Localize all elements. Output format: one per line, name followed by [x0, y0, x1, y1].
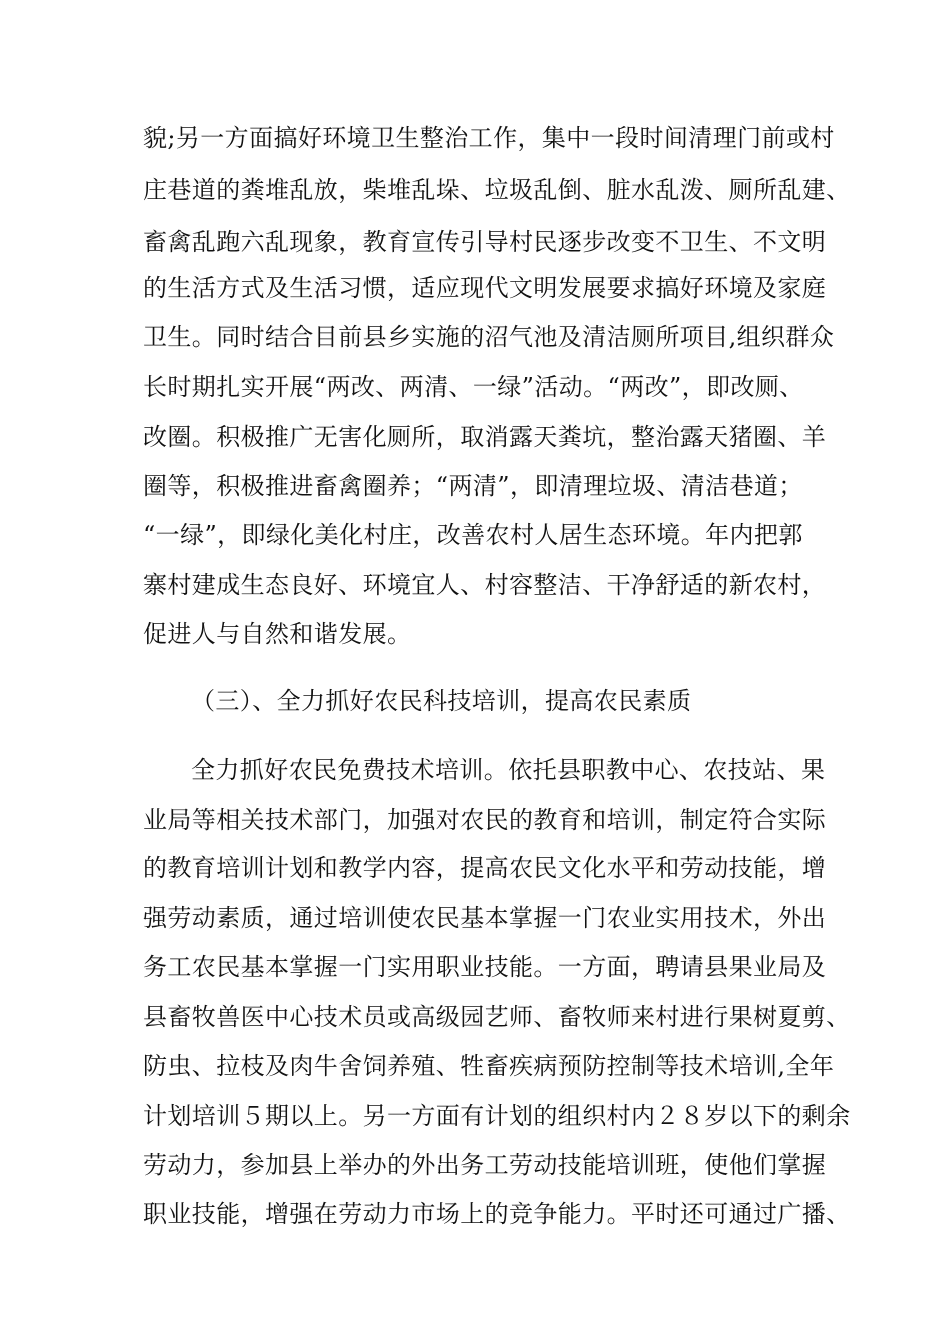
paragraph-line: 圈等，积极推进畜禽圈养；“两清”，即清理垃圾、清洁巷道； [143, 472, 803, 500]
paragraph-line: 强劳动素质，通过培训使农民基本掌握一门农业实用技术，外出 [143, 904, 827, 932]
paragraph-line: 寨村建成生态良好、环境宜人、村容整洁、干净舒适的新农村， [143, 571, 827, 599]
paragraph-line: 全力抓好农民免费技术培训。依托县职教中心、农技站、果 [191, 756, 826, 784]
paragraph-line: 促进人与自然和谐发展。 [143, 620, 412, 648]
paragraph-line: 县畜牧兽医中心技术员或高级园艺师、畜牧师来村进行果树夏剪、 [143, 1003, 851, 1031]
paragraph-line: 业局等相关技术部门，加强对农民的教育和培训，制定符合实际 [143, 806, 827, 834]
paragraph-line: 改圈。积极推广无害化厕所，取消露天粪坑，整治露天猪圈、羊 [143, 423, 827, 451]
paragraph-line: “一绿”，即绿化美化村庄，改善农村人居生态环境。年内把郭 [143, 521, 803, 549]
paragraph-line: 务工农民基本掌握一门实用职业技能。一方面，聘请县果业局及 [143, 953, 827, 981]
paragraph-line: 防虫、拉枝及肉牛舍饲养殖、牲畜疾病预防控制等技术培训,全年 [143, 1052, 835, 1080]
paragraph-line: 畜禽乱跑六乱现象，教育宣传引导村民逐步改变不卫生、不文明 [143, 228, 827, 256]
paragraph-line: 的生活方式及生活习惯，适应现代文明发展要求搞好环境及家庭 [143, 274, 827, 302]
paragraph-line: 卫生。同时结合目前县乡实施的沼气池及清洁厕所项目,组织群众 [143, 323, 835, 351]
paragraph-line: 计划培训５期以上。另一方面有计划的组织村内２８岁以下的剩余 [143, 1102, 851, 1130]
section-heading: （三）、全力抓好农民科技培训，提高农民素质 [191, 687, 692, 715]
paragraph-line: 劳动力，参加县上举办的外出务工劳动技能培训班，使他们掌握 [143, 1151, 827, 1179]
paragraph-line: 庄巷道的粪堆乱放，柴堆乱垛、垃圾乱倒、脏水乱泼、厕所乱建、 [143, 176, 851, 204]
paragraph-line: 的教育培训计划和教学内容，提高农民文化水平和劳动技能，增 [143, 854, 827, 882]
paragraph-line: 长时期扎实开展“两改、两清、一绿”活动。“两改”，即改厕、 [143, 373, 804, 401]
paragraph-line: 职业技能，增强在劳动力市场上的竞争能力。平时还可通过广播、 [143, 1200, 851, 1228]
paragraph-line: 貌;另一方面搞好环境卫生整治工作，集中一段时间清理门前或村 [143, 124, 835, 152]
